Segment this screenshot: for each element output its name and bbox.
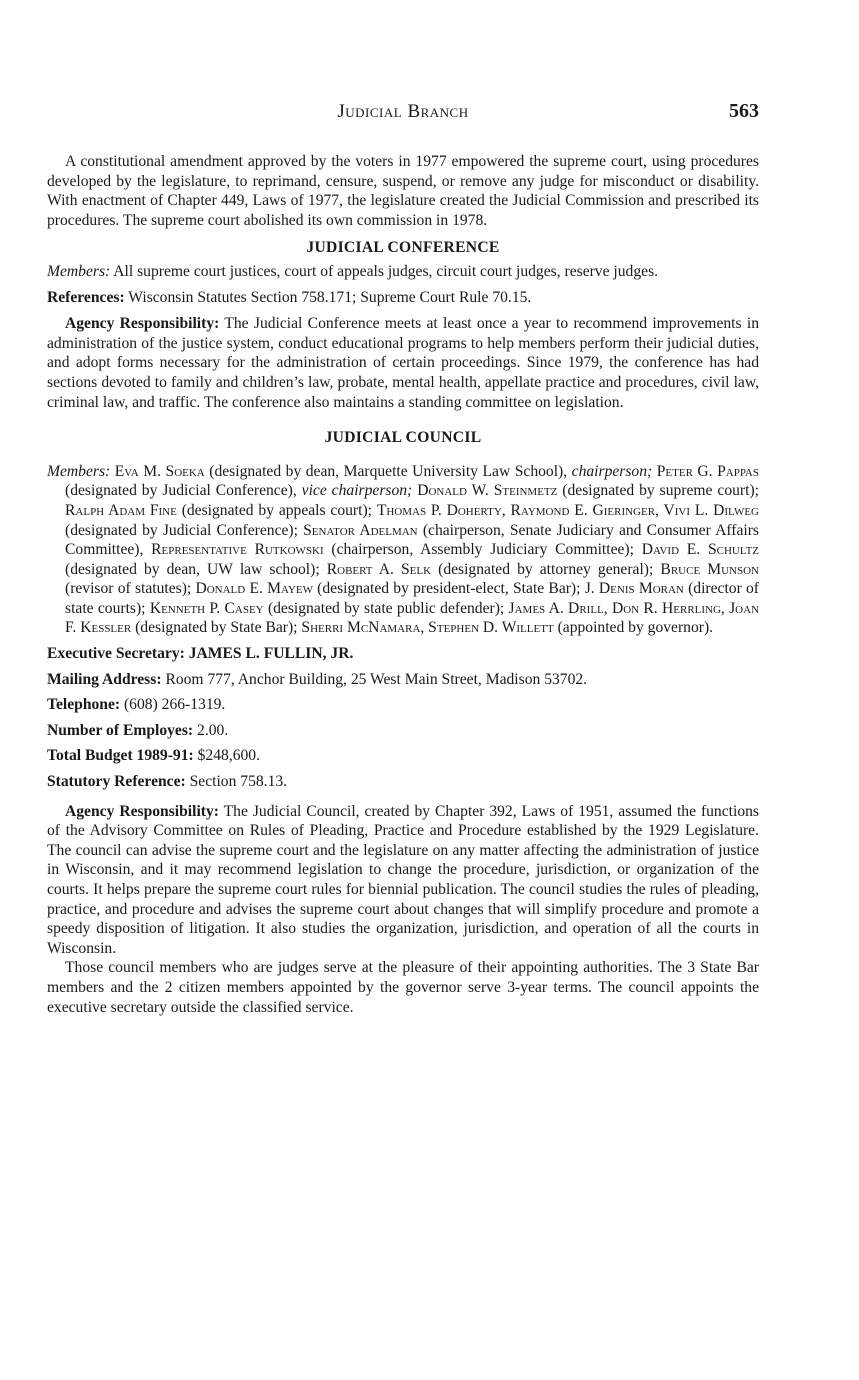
member-name: Ralph Adam Fine xyxy=(65,501,177,519)
member-designation: (designated by dean, UW law school); xyxy=(65,560,327,578)
member-designation: (director of state courts); xyxy=(65,580,759,617)
council-responsibility xyxy=(47,802,759,959)
member-designation: (chairperson, Assembly Judiciary Committee); xyxy=(323,541,642,559)
budget-value: $248,600. xyxy=(197,747,260,765)
conference-members-label: Members: xyxy=(47,262,111,280)
executive-secretary xyxy=(47,644,759,664)
member-name: Sherri McNamara, Stephen D. Willett xyxy=(301,619,554,637)
executive-secretary-label: Executive Secretary: xyxy=(47,645,185,663)
member-name: Donald W. Steinmetz xyxy=(417,482,558,500)
council-responsibility-text: The Judicial Council, created by Chapter 392, Laws of 1951, assumed the functions of the Advisory Committee on Rules of Pleading, Practice and Procedure established by the 1929 Legislature. The council can advise the supreme court and the legislature on any matter affecting the administration of justice in Wisconsin, and it may recommend legislation to change the procedure, jurisdiction, or organization of the courts. It helps prepare the supreme court rules for biennial publication. The council studies the rules of pleading, practice, and procedure and advises the supreme court about changes that will simplify procedure and promote a speedy disposition of litigation. It also studies the organization, jurisdiction, and operation of all the courts in Wisconsin. xyxy=(47,802,759,957)
running-header xyxy=(47,101,759,127)
conference-responsibility-text: The Judicial Conference meets at least once a year to recommend improvements in administration of the justice system, conduct educational programs to help members perform their judicial duties, and adopt forms necessary for the administration of certain proceedings. Since 1979, the conference has had sections devoted to family and children’s law, probate, mental health, appellate practice and procedures, civil law, criminal law, and traffic. The conference also maintains a standing committee on legislation. xyxy=(47,315,759,411)
member-designation: (designated by appeals court); xyxy=(176,501,377,519)
member-designation: (designated by Judicial Conference); xyxy=(65,521,304,539)
council-closing-paragraph: Those council members who are judges serve at the pleasure of their appointing authorities. The 3 State Bar members and the 2 citizen members appointed by the governor serve 3-year terms. The council appoints the executive secretary outside the classified service. xyxy=(47,959,759,1016)
member-role: chairperson; xyxy=(571,462,653,480)
conference-responsibility xyxy=(47,314,759,412)
member-designation: (designated by attorney general); xyxy=(431,560,661,578)
member-name: David E. Schultz xyxy=(641,541,760,559)
member-designation: (designated by president-elect, State Bar); xyxy=(312,580,585,598)
member-name: Kenneth P. Casey xyxy=(149,599,264,617)
member-name: Bruce Munson xyxy=(660,560,759,578)
telephone-label: Telephone: xyxy=(47,696,121,714)
mailing-address-label: Mailing Address: xyxy=(47,670,162,688)
member-designation: (chairperson, Senate Judiciary and Consumer Affairs Committee), xyxy=(65,521,759,559)
member-name: J. Denis Moran xyxy=(584,580,684,598)
page-body xyxy=(47,152,759,1017)
conference-heading: JUDICIAL CONFERENCE xyxy=(306,239,500,257)
member-name: Senator Adelman xyxy=(303,521,418,539)
intro-paragraph: A constitutional amendment approved by the voters in 1977 empowered the supreme court, using procedures developed by the legislature, to reprimand, censure, suspend, or remove any judge for misconduct or disability. With enactment of Chapter 449, Laws of 1977, the legislature created the Judicial Commission and prescribed its procedures. The supreme court abolished its own commission in 1978. xyxy=(47,153,759,229)
conference-members-text: All supreme court justices, court of appeals judges, circuit court judges, reserve judges. xyxy=(113,262,659,280)
member-designation: (designated by state public defender); xyxy=(263,599,509,617)
member-designation: (appointed by governor). xyxy=(553,619,714,637)
statutory-label: Statutory Reference: xyxy=(47,773,186,791)
conference-references-text: Wisconsin Statutes Section 758.171; Supreme Court Rule 70.15. xyxy=(128,288,532,306)
member-designation: (designated by dean, Marquette University Law School), xyxy=(204,462,572,480)
employes-label: Number of Employes: xyxy=(47,721,194,739)
member-designation: (designated by State Bar); xyxy=(131,619,302,637)
telephone-value: (608) 266-1319. xyxy=(123,696,226,714)
conference-members xyxy=(47,262,759,282)
member-designation: (revisor of statutes); xyxy=(65,580,196,598)
conference-references xyxy=(47,288,759,308)
telephone xyxy=(47,695,759,715)
member-name: Robert A. Selk xyxy=(326,560,432,578)
mailing-address-value: Room 777, Anchor Building, 25 West Main Street, Madison 53702. xyxy=(165,670,588,688)
mailing-address xyxy=(47,670,759,690)
member-name: Eva M. Soeka xyxy=(114,462,205,480)
member-name: Representative Rutkowski xyxy=(151,541,324,559)
council-heading: JUDICIAL COUNCIL xyxy=(324,429,482,447)
number-of-employes xyxy=(47,721,759,741)
conference-responsibility-label: Agency Responsibility: xyxy=(65,315,220,333)
council-members xyxy=(47,462,759,638)
budget-label: Total Budget 1989-91: xyxy=(47,747,194,765)
member-name: Thomas P. Doherty, Raymond E. Gieringer, Vivi L. Dilweg xyxy=(376,501,759,519)
member-name: James A. Drill, Don R. Herrling, Joan F. Kessler xyxy=(65,599,760,637)
member-role: vice chairperson; xyxy=(301,482,413,500)
conference-references-label: References: xyxy=(47,288,125,306)
total-budget xyxy=(47,746,759,766)
member-designation: (designated by supreme court); xyxy=(557,482,759,500)
employes-value: 2.00. xyxy=(197,721,229,739)
member-designation: (designated by Judicial Conference), xyxy=(65,482,302,500)
page-number: 563 xyxy=(729,100,759,122)
statutory-value: Section 758.13. xyxy=(189,773,288,791)
council-members-label: Members: xyxy=(47,462,111,480)
running-title: Judicial Branch xyxy=(337,101,469,122)
council-responsibility-label: Agency Responsibility: xyxy=(65,802,219,820)
executive-secretary-value: JAMES L. FULLIN, JR. xyxy=(188,645,354,663)
member-name: Peter G. Pappas xyxy=(656,462,759,480)
statutory-reference xyxy=(47,772,759,792)
member-name: Donald E. Mayew xyxy=(195,580,313,598)
